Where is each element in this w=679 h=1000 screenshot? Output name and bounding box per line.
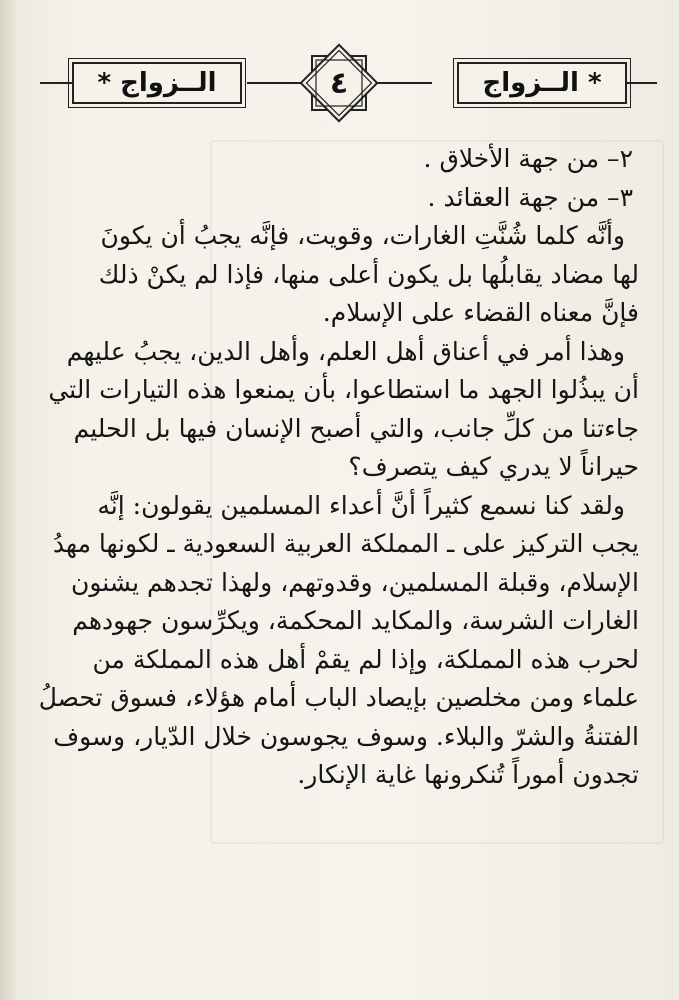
text-line: يجب التركيز على ـ المملكة العربية السعودية ـ لكونها مهدُ xyxy=(52,529,639,558)
text-line: أن يبذُلوا الجهد ما استطاعوا، بأن يمنعوا هذه التيارات التي xyxy=(48,375,639,404)
text-line: لحرب هذه المملكة، وإذا لم يقمْ أهل هذه المملكة من xyxy=(92,644,639,674)
text-line: وهذا أمر في أعناق أهل العلم، وأهل الدين، يجبُ عليهم xyxy=(66,336,625,366)
header-rule-left-outer xyxy=(40,82,72,84)
text-line: حيراناً لا يدري كيف يتصرف؟ xyxy=(348,452,639,481)
text-line: فإنَّ معناه القضاء على الإسلام. xyxy=(322,298,639,327)
body-text xyxy=(38,140,639,795)
page-gutter-shadow xyxy=(0,0,18,1000)
header-title-right: * الــزواج xyxy=(457,62,627,104)
page-number: ٤ xyxy=(329,65,349,101)
text-line: تجدون أموراً تُنكرونها غاية الإنكار. xyxy=(297,760,639,789)
text-line: علماء ومن مخلصين بإيصاد الباب أمام هؤلاء، فسوق تحصلُ xyxy=(38,683,639,712)
text-line: ولقد كنا نسمع كثيراً أنَّ أعداء المسلمين يقولون: إنَّه xyxy=(97,490,625,520)
text-line: ٢– من جهة الأخلاق . xyxy=(423,144,633,173)
header-rule-right-outer xyxy=(627,82,657,84)
text-line: الإسلام، وقبلة المسلمين، وقدوتهم، ولهذا تجدهم يشنون xyxy=(70,567,639,597)
text-line: وأنَّه كلما شُنَّتِ الغارات، وقويت، فإنَّه يجبُ أن يكونَ xyxy=(100,221,625,250)
running-header xyxy=(0,40,679,126)
text-line: جاءتنا من كلِّ جانب، والتي أصبح الإنسان فيها بل الحليم xyxy=(73,413,639,443)
text-line: لها مضاد يقابلُها بل يكون أعلى منها، فإذا لم يكنْ ذلك xyxy=(98,259,639,289)
text-line: ٣– من جهة العقائد . xyxy=(427,182,633,212)
header-title-left: الــزواج * xyxy=(72,62,242,104)
text-line: الفتنةُ والشرّ والبلاء. وسوف يجوسون خلال الدّيار، وسوف xyxy=(53,721,639,751)
text-line: الغارات الشرسة، والمكايد المحكمة، ويكرِّسون جهودهم xyxy=(72,606,639,635)
